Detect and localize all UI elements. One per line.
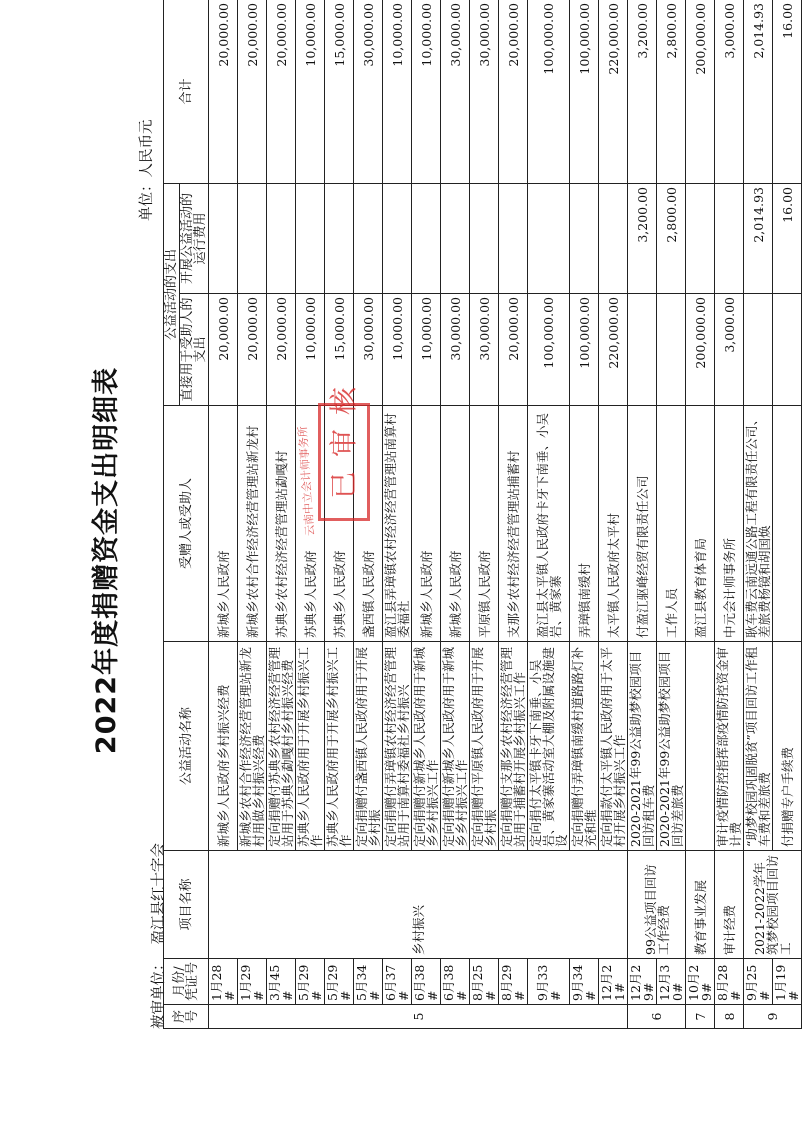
cell-operating: 16.00 <box>773 183 802 293</box>
table-row <box>209 0 238 1029</box>
cell-voucher: 5月34# <box>354 959 383 1005</box>
table-row <box>715 0 744 1029</box>
cell-activity: 定向捐赠付新城乡人民政府用于新城乡乡村振兴工作 <box>441 642 470 851</box>
cell-recipient: 新城乡农村合作经济经营管理站新龙村 <box>238 406 267 642</box>
cell-voucher: 6月38# <box>441 959 470 1005</box>
cell-total: 10,000.00 <box>383 0 412 183</box>
cell-operating: 2,800.00 <box>657 183 686 293</box>
cell-activity: 2020-2021年99公益助梦校园项目回访租车费 <box>628 642 657 851</box>
cell-activity: 苏典乡人民政府用于开展乡村振兴工作 <box>296 642 325 851</box>
cell-voucher: 10月29# <box>686 959 715 1005</box>
cell-voucher: 1月19# <box>773 959 802 1005</box>
cell-total: 20,000.00 <box>267 0 296 183</box>
cell-recipient: 工作人员 <box>657 406 686 642</box>
cell-direct: 30,000.00 <box>470 294 499 406</box>
cell-direct <box>744 294 773 406</box>
table-row <box>744 0 773 1029</box>
cell-total: 2,800.00 <box>657 0 686 183</box>
cell-voucher: 8月25# <box>470 959 499 1005</box>
cell-total: 3,000.00 <box>715 0 744 183</box>
cell-recipient: 苏典乡人民政府 <box>296 406 325 642</box>
cell-total: 10,000.00 <box>296 0 325 183</box>
cell-project: 2021-2022学年筑梦校园项目回访工 <box>744 851 802 959</box>
cell-direct: 10,000.00 <box>296 294 325 406</box>
cell-recipient <box>773 406 802 642</box>
cell-seq: 6 <box>628 1005 686 1029</box>
cell-voucher: 5月29# <box>325 959 354 1005</box>
cell-total: 100,000.00 <box>570 0 599 183</box>
cell-direct: 15,000.00 <box>325 294 354 406</box>
audit-stamp-firm: 云南中立会计师事务所 <box>296 425 317 537</box>
header-total: 合计 <box>164 0 209 183</box>
cell-operating: 2,014.93 <box>744 183 773 293</box>
cell-direct <box>628 294 657 406</box>
cell-voucher: 1月29# <box>238 959 267 1005</box>
cell-total: 100,000.00 <box>528 0 570 183</box>
cell-recipient: 苏典乡农村经济经营管理站勐嘎村 <box>267 406 296 642</box>
cell-total: 30,000.00 <box>354 0 383 183</box>
cell-activity <box>686 642 715 851</box>
cell-operating <box>570 183 599 293</box>
cell-recipient: 中元会计师事务所 <box>715 406 744 642</box>
cell-operating <box>238 183 267 293</box>
cell-seq: 8 <box>715 1005 744 1029</box>
cell-operating <box>383 183 412 293</box>
cell-recipient: 新城乡人民政府 <box>412 406 441 642</box>
cell-recipient: 苏典乡人民政府 <box>325 406 354 642</box>
cell-direct: 100,000.00 <box>528 294 570 406</box>
cell-recipient: 盈江县弄璋镇农村经济经营管理站南算村委福社 <box>383 406 412 642</box>
cell-activity: 付捐赠专户手续费 <box>773 642 802 851</box>
cell-total: 3,200.00 <box>628 0 657 183</box>
cell-operating <box>296 183 325 293</box>
table-row <box>628 0 657 1029</box>
cell-operating <box>267 183 296 293</box>
cell-recipient: 新城乡人民政府 <box>209 406 238 642</box>
header-operating: 开展公益活动的运行费用 <box>180 183 209 293</box>
cell-activity: 定向捐赠付平原镇人民政府用于开展乡村振 <box>470 642 499 851</box>
cell-seq: 7 <box>686 1005 715 1029</box>
cell-direct: 30,000.00 <box>441 294 470 406</box>
expense-table <box>163 0 802 1029</box>
cell-activity: 审计疫情防控指挥部疫情防控资金审计费 <box>715 642 744 851</box>
header-recipient: 受赠人或受助人 <box>164 406 209 642</box>
cell-direct: 30,000.00 <box>354 294 383 406</box>
cell-direct: 200,000.00 <box>686 294 715 406</box>
cell-recipient: 盈江县太平镇人民政府卡牙下南垂、小吴岩、黄家寨 <box>528 406 570 642</box>
cell-operating <box>686 183 715 293</box>
cell-direct: 20,000.00 <box>267 294 296 406</box>
cell-voucher: 9月33# <box>528 959 570 1005</box>
cell-operating <box>441 183 470 293</box>
cell-recipient: 付盈江驱峰经贸有限责任公司 <box>628 406 657 642</box>
cell-voucher: 9月34# <box>570 959 599 1005</box>
header-row <box>164 0 180 1029</box>
cell-voucher: 8月28# <box>715 959 744 1005</box>
currency-unit: 单位：人民币元 <box>139 119 155 221</box>
cell-activity: 定向捐赠付盏西镇人民政府用于开展乡村振 <box>354 642 383 851</box>
cell-voucher: 9月25# <box>744 959 773 1005</box>
cell-total: 20,000.00 <box>209 0 238 183</box>
header-activity: 公益活动名称 <box>164 642 209 851</box>
cell-project: 教育事业发展 <box>686 851 715 959</box>
cell-total: 200,000.00 <box>686 0 715 183</box>
cell-operating <box>354 183 383 293</box>
cell-direct: 220,000.00 <box>599 294 628 406</box>
cell-total: 30,000.00 <box>470 0 499 183</box>
cell-activity: 定向捐赠付弄璋镇农村经济经营管理站用于南算村委福社乡村振兴 <box>383 642 412 851</box>
cell-recipient: 耿车费云南远通公路工程有限责任公司、差旅费杨镜和胡国焕 <box>744 406 773 642</box>
cell-project: 99公益项目回访工作经费 <box>628 851 686 959</box>
cell-direct: 20,000.00 <box>499 294 528 406</box>
cell-activity: 新城乡人民政府乡村振兴经费 <box>209 642 238 851</box>
cell-recipient: 平原镇人民政府 <box>470 406 499 642</box>
cell-activity: 定向捐款付太平镇人民政府用于太平村开展乡村振兴工作 <box>599 642 628 851</box>
cell-total: 15,000.00 <box>325 0 354 183</box>
cell-direct: 20,000.00 <box>238 294 267 406</box>
cell-operating <box>209 183 238 293</box>
cell-operating <box>715 183 744 293</box>
cell-activity: 定向捐付太平镇卡牙下南垂、小吴岩、黄家寨活动室大棚及附属设施建设 <box>528 642 570 851</box>
cell-recipient: 盏西镇人民政府 <box>354 406 383 642</box>
cell-voucher: 1月28# <box>209 959 238 1005</box>
cell-voucher: 5月29# <box>296 959 325 1005</box>
cell-seq: 5 <box>209 1005 628 1029</box>
cell-voucher: 12月29# <box>628 959 657 1005</box>
cell-recipient: 弄璋镇南缓村 <box>570 406 599 642</box>
cell-direct: 10,000.00 <box>412 294 441 406</box>
cell-activity: 定向捐赠付支那乡农村经济经营管理站用于捕蓄村开展乡村振兴工作 <box>499 642 528 851</box>
cell-project: 乡村振兴 <box>209 851 628 959</box>
cell-activity: 2020-2021年99公益助梦校园项目回访差旅费 <box>657 642 686 851</box>
cell-total: 10,000.00 <box>412 0 441 183</box>
table-row <box>686 0 715 1029</box>
cell-total: 20,000.00 <box>499 0 528 183</box>
cell-activity: “助梦校园巩固脱贫”项目回访工作租车费和差旅费 <box>744 642 773 851</box>
cell-recipient: 支那乡农村经济经营管理站捕蓄村 <box>499 406 528 642</box>
cell-recipient: 太平镇人民政府太平村 <box>599 406 628 642</box>
org-label: 被审单位： <box>151 956 167 1029</box>
cell-total: 30,000.00 <box>441 0 470 183</box>
cell-direct: 3,000.00 <box>715 294 744 406</box>
cell-voucher: 8月29# <box>499 959 528 1005</box>
cell-project: 审计经费 <box>715 851 744 959</box>
cell-operating <box>470 183 499 293</box>
cell-operating <box>412 183 441 293</box>
header-direct: 直接用于受助人的支出 <box>180 294 209 406</box>
cell-total: 2,014.93 <box>744 0 773 183</box>
cell-direct <box>773 294 802 406</box>
header-seq: 序号 <box>164 1005 209 1029</box>
cell-activity: 苏典乡人民政府用于开展乡村振兴工作 <box>325 642 354 851</box>
cell-recipient: 新城乡人民政府 <box>441 406 470 642</box>
cell-operating <box>325 183 354 293</box>
cell-operating <box>599 183 628 293</box>
cell-operating <box>499 183 528 293</box>
cell-voucher: 12月30# <box>657 959 686 1005</box>
cell-total: 16.00 <box>773 0 802 183</box>
cell-recipient: 盈江县教育体育局 <box>686 406 715 642</box>
cell-direct: 20,000.00 <box>209 294 238 406</box>
cell-total: 220,000.00 <box>599 0 628 183</box>
cell-direct <box>657 294 686 406</box>
cell-direct: 10,000.00 <box>383 294 412 406</box>
audit-stamp-text: 已审核 <box>327 372 360 499</box>
header-project: 项目名称 <box>164 851 209 959</box>
page-title: 2022年度捐赠资金支出明细表 <box>91 366 122 755</box>
header-expense-group: 公益活动的支出 <box>164 183 180 405</box>
cell-voucher: 6月37# <box>383 959 412 1005</box>
cell-activity: 定向捐赠付新城乡人民政府用于新城乡乡村振兴工作 <box>412 642 441 851</box>
cell-activity: 新城乡农村合作经济经营管理站新龙村用做乡村振兴经费 <box>238 642 267 851</box>
header-voucher: 月份/凭证号 <box>164 959 209 1005</box>
cell-activity: 定向捐赠付苏典乡农村经济经营管理站用于苏典乡勐嘎村乡村振兴经费 <box>267 642 296 851</box>
cell-activity: 定向捐赠付弄璋镇南缓村道路路灯补充和维 <box>570 642 599 851</box>
cell-direct: 100,000.00 <box>570 294 599 406</box>
cell-operating: 3,200.00 <box>628 183 657 293</box>
cell-total: 20,000.00 <box>238 0 267 183</box>
cell-voucher: 3月45# <box>267 959 296 1005</box>
cell-seq: 9 <box>744 1005 802 1029</box>
cell-voucher: 12月21# <box>599 959 628 1005</box>
cell-operating <box>528 183 570 293</box>
cell-voucher: 6月38# <box>412 959 441 1005</box>
org-name: 盈江县红十字会 <box>151 843 167 945</box>
